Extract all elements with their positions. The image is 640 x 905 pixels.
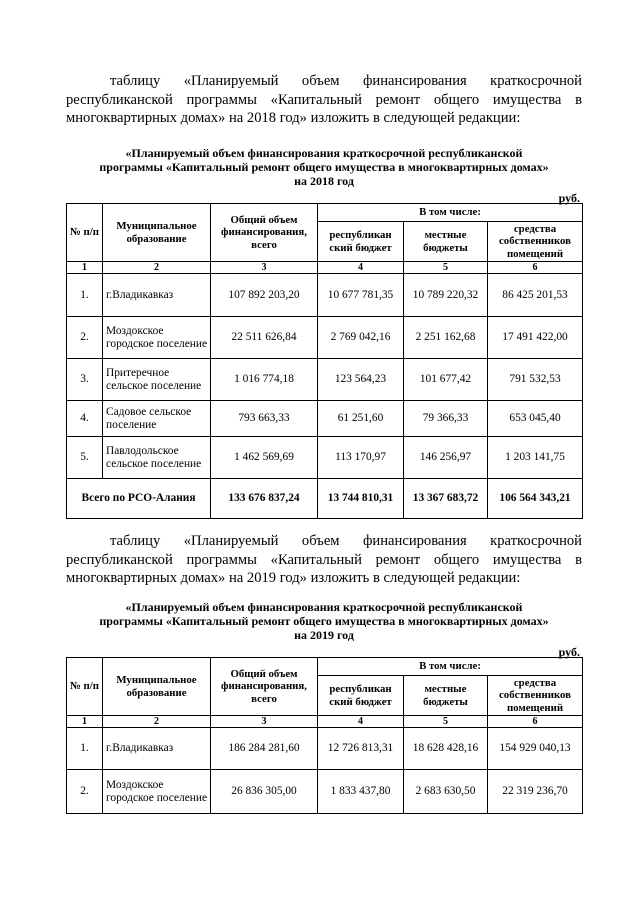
local-value: 18 628 428,16: [404, 728, 488, 770]
total-value: 1 462 569,69: [211, 437, 318, 479]
table-row: [67, 359, 583, 401]
owners-value: 22 319 236,70: [488, 770, 583, 814]
header-municipality: Муниципальное образование: [103, 658, 211, 716]
intro-line: республиканской программы «Капитальный ремонт общего имущества в: [66, 551, 582, 568]
municipality-name: Павлодольское сельское поселение: [103, 437, 211, 479]
column-number: 5: [404, 716, 488, 728]
local-value: 79 366,33: [404, 401, 488, 437]
table-row: [67, 728, 583, 770]
row-number: 1.: [67, 728, 103, 770]
owners-value: 154 929 040,13: [488, 728, 583, 770]
total-value: 22 511 626,84: [211, 317, 318, 359]
header-number: № п/п: [67, 658, 103, 716]
total-value: 1 016 774,18: [211, 359, 318, 401]
currency-label: руб.: [558, 645, 580, 659]
header-owners: средства собственников помещений: [488, 222, 583, 262]
row-number: 5.: [67, 437, 103, 479]
column-number: 4: [318, 262, 404, 274]
header-including: В том числе:: [318, 204, 583, 222]
table-row: [67, 437, 583, 479]
header-republican: республикан ский бюджет: [318, 222, 404, 262]
header-owners: средства собственников помещений: [488, 676, 583, 716]
column-number: 6: [488, 262, 583, 274]
intro-line: таблицу «Планируемый объем финансирования краткосрочной: [110, 73, 582, 89]
header-including: В том числе:: [318, 658, 583, 676]
table-row: [67, 274, 583, 317]
owners-value: 86 425 201,53: [488, 274, 583, 317]
header-local: местные бюджеты: [404, 222, 488, 262]
header-municipality: Муниципальное образование: [103, 204, 211, 262]
total-value: 186 284 281,60: [211, 728, 318, 770]
intro-line: республиканской программы «Капитальный ремонт общего имущества в: [66, 91, 582, 108]
municipality-name: г.Владикавказ: [103, 728, 211, 770]
table-caption-2019: [66, 600, 582, 642]
municipality-name: Притеречное сельское поселение: [103, 359, 211, 401]
owners-value: 106 564 343,21: [488, 479, 583, 519]
row-number: 2.: [67, 770, 103, 814]
total-value: 107 892 203,20: [211, 274, 318, 317]
row-number: 4.: [67, 401, 103, 437]
header-total: Общий объем финансирования, всего: [211, 204, 318, 262]
column-number: 3: [211, 716, 318, 728]
row-number: 3.: [67, 359, 103, 401]
intro-line: многоквартирных домах» на 2018 год» изложить в следующей редакции:: [66, 110, 521, 126]
total-value: 793 663,33: [211, 401, 318, 437]
republican-value: 1 833 437,80: [318, 770, 404, 814]
column-numbers-row: [67, 262, 583, 274]
column-number: 4: [318, 716, 404, 728]
republican-value: 13 744 810,31: [318, 479, 404, 519]
intro-paragraph-2019: [66, 532, 582, 588]
column-number: 5: [404, 262, 488, 274]
column-number: 3: [211, 262, 318, 274]
header-local: местные бюджеты: [404, 676, 488, 716]
republican-value: 123 564,23: [318, 359, 404, 401]
owners-value: 17 491 422,00: [488, 317, 583, 359]
row-number: 2.: [67, 317, 103, 359]
header-total: Общий объем финансирования, всего: [211, 658, 318, 716]
local-value: 101 677,42: [404, 359, 488, 401]
municipality-name: Моздокское городское поселение: [103, 317, 211, 359]
table-caption-2018: [66, 146, 582, 188]
local-value: 13 367 683,72: [404, 479, 488, 519]
total-label: Всего по РСО-Алания: [67, 479, 211, 519]
column-number: 2: [103, 262, 211, 274]
owners-value: 791 532,53: [488, 359, 583, 401]
column-number: 1: [67, 716, 103, 728]
total-row: [67, 479, 583, 519]
total-value: 26 836 305,00: [211, 770, 318, 814]
republican-value: 113 170,97: [318, 437, 404, 479]
intro-line: многоквартирных домах» на 2019 год» изложить в следующей редакции:: [66, 570, 521, 586]
caption-line: программы «Капитальный ремонт общего имущества в многоквартирных домах»: [99, 614, 549, 628]
table-row: [67, 770, 583, 814]
row-number: 1.: [67, 274, 103, 317]
header-number: № п/п: [67, 204, 103, 262]
municipality-name: г.Владикавказ: [103, 274, 211, 317]
caption-line: «Планируемый объем финансирования краткосрочной республиканской: [125, 146, 523, 160]
table-row: [67, 401, 583, 437]
municipality-name: Садовое сельское поселение: [103, 401, 211, 437]
caption-line: на 2019 год: [294, 628, 354, 642]
caption-line: на 2018 год: [294, 174, 354, 188]
local-value: 2 683 630,50: [404, 770, 488, 814]
currency-label: руб.: [558, 191, 580, 205]
republican-value: 10 677 781,35: [318, 274, 404, 317]
republican-value: 61 251,60: [318, 401, 404, 437]
caption-line: «Планируемый объем финансирования краткосрочной республиканской: [125, 600, 523, 614]
table-header-row: [67, 658, 583, 676]
local-value: 10 789 220,32: [404, 274, 488, 317]
column-number: 1: [67, 262, 103, 274]
republican-value: 12 726 813,31: [318, 728, 404, 770]
column-numbers-row: [67, 716, 583, 728]
caption-line: программы «Капитальный ремонт общего имущества в многоквартирных домах»: [99, 160, 549, 174]
table-row: [67, 317, 583, 359]
owners-value: 1 203 141,75: [488, 437, 583, 479]
table-header-row: [67, 204, 583, 222]
column-number: 6: [488, 716, 583, 728]
intro-paragraph-2018: [66, 72, 582, 128]
owners-value: 653 045,40: [488, 401, 583, 437]
municipality-name: Моздокское городское поселение: [103, 770, 211, 814]
local-value: 2 251 162,68: [404, 317, 488, 359]
total-value: 133 676 837,24: [211, 479, 318, 519]
republican-value: 2 769 042,16: [318, 317, 404, 359]
financing-table-2018: [66, 203, 583, 519]
column-number: 2: [103, 716, 211, 728]
local-value: 146 256,97: [404, 437, 488, 479]
financing-table-2019: [66, 657, 583, 814]
intro-line: таблицу «Планируемый объем финансирования краткосрочной: [110, 533, 582, 549]
header-republican: республикан ский бюджет: [318, 676, 404, 716]
